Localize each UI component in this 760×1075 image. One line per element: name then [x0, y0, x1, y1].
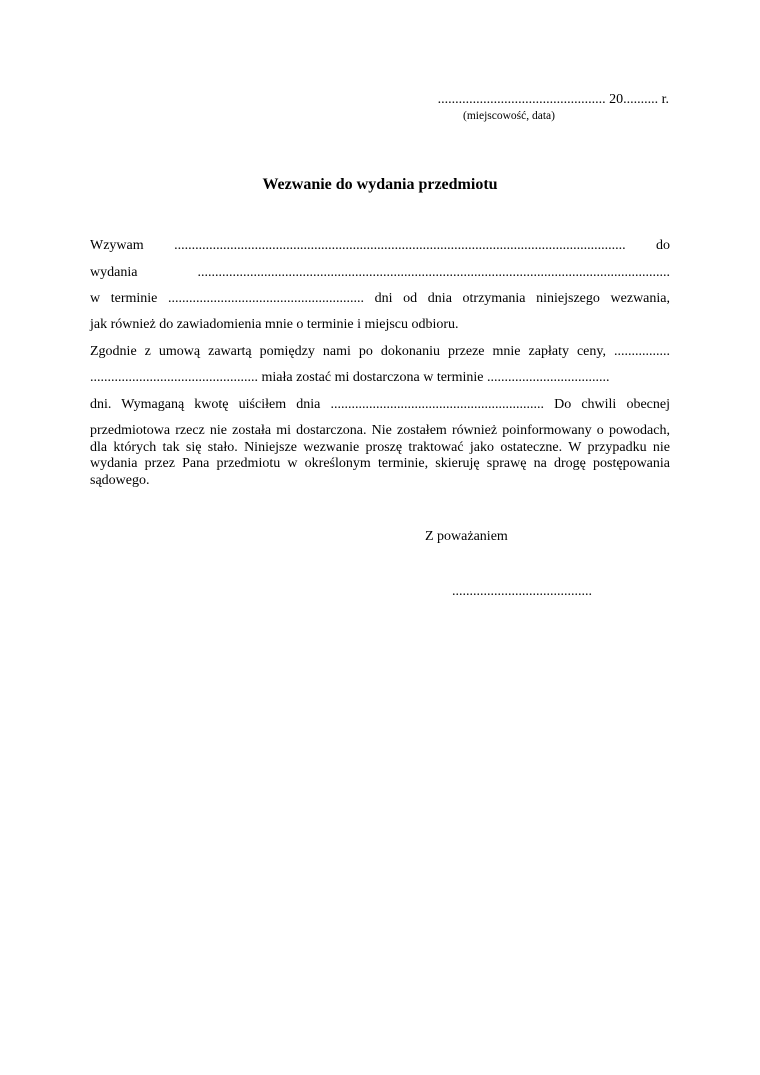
body-line-5: Zgodnie z umową zawartą pomiędzy nami po dokonaniu przeze mnie zapłaty ceny, ................: [90, 344, 670, 359]
body-line-1: Wzywam ................................................................................................................................. do: [90, 238, 670, 253]
document-title: Wezwanie do wydania przedmiotu: [262, 176, 498, 193]
date-caption: (miejscowość, data): [463, 110, 555, 122]
signature-line: ........................................: [452, 584, 592, 599]
closing-salutation: Z poważaniem: [425, 529, 508, 544]
date-line: ................................................ 20.......... r.: [437, 92, 669, 107]
body-paragraph: przedmiotowa rzecz nie została mi dostarczona. Nie zostałem również poinformowany o powodach, dla których tak się stało. Niniejsze wezwanie proszę traktować jako ostateczne. W przypadku nie wydania przez Pana przedmiotu w określonym terminie, skieruję sprawę na drogę postępowania sądowego.: [90, 423, 670, 488]
body-line-3: w terminie ........................................................ dni od dnia otrzymania niniejszego wezwania,: [90, 291, 670, 306]
body-line-4: jak również do zawiadomienia mnie o terminie i miejscu odbioru.: [90, 317, 459, 332]
body-line-6: ................................................ miała zostać mi dostarczona w terminie ...................................: [90, 370, 610, 385]
body-line-7: dni. Wymaganą kwotę uiściłem dnia ............................................................. Do chwili obecnej: [90, 397, 670, 412]
body-line-2: wydania .......................................................................................................................................: [90, 265, 670, 280]
